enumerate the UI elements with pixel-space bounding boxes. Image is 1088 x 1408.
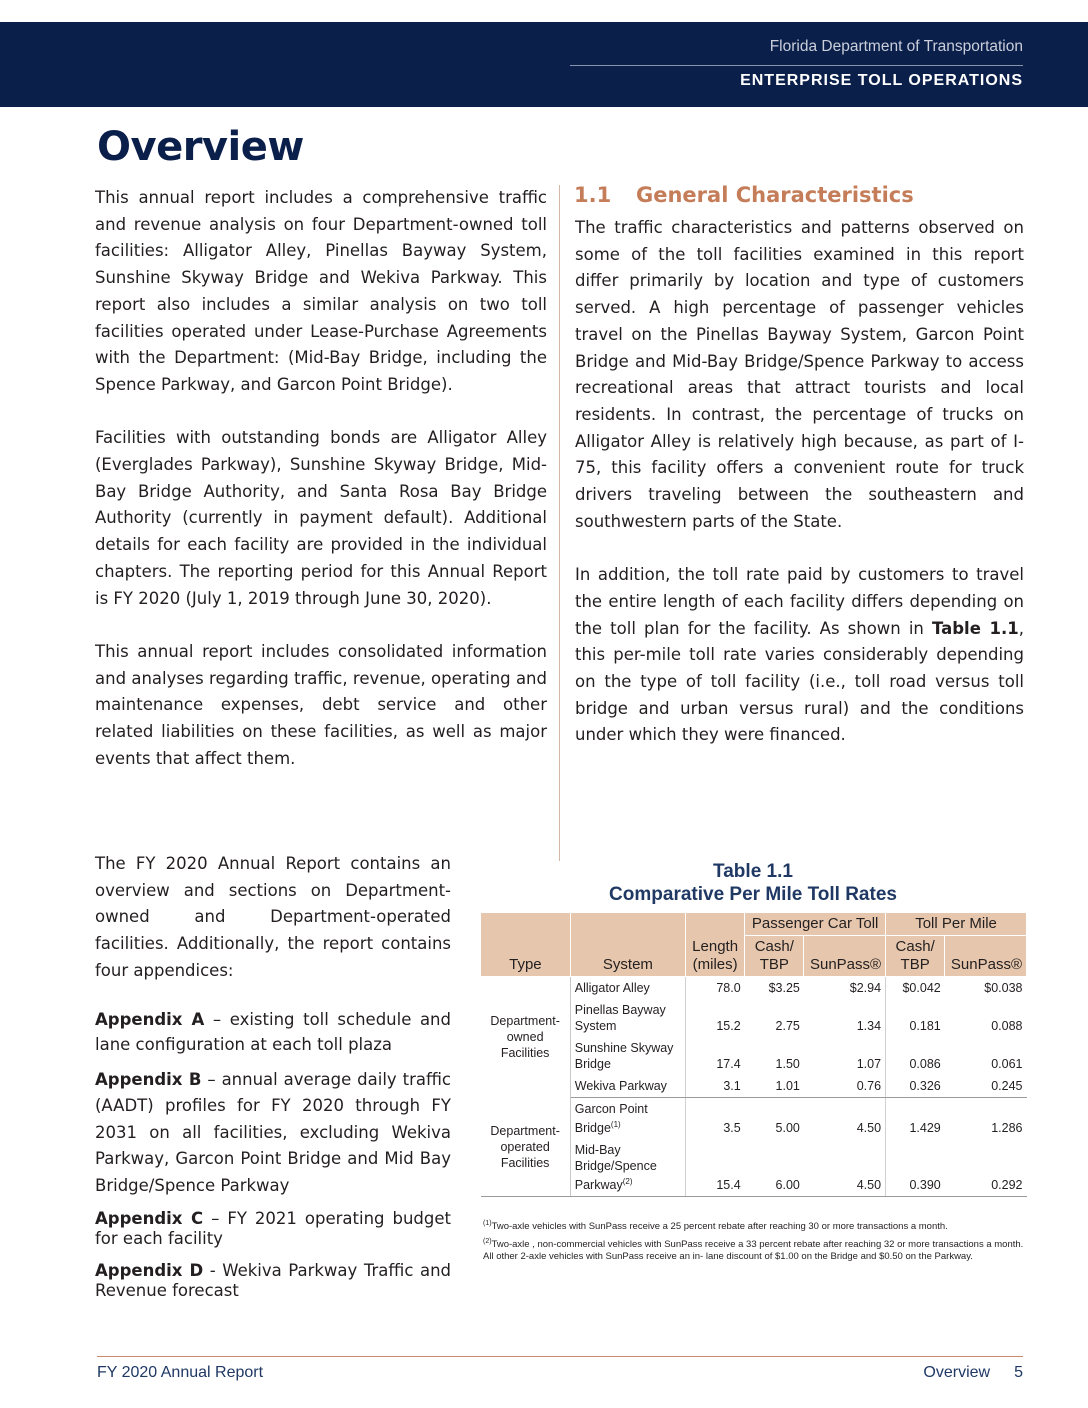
- sunpass-cell: 0.76: [804, 1075, 886, 1098]
- group-header-passenger: Passenger Car Toll: [745, 913, 886, 936]
- footnote-2-mark: (2): [483, 1237, 492, 1245]
- section-heading: [574, 183, 914, 207]
- sunpass-cell: 4.50: [804, 1139, 886, 1197]
- header-banner: [0, 22, 1088, 107]
- appendix-b: [95, 1067, 451, 1200]
- table-title: [480, 860, 1026, 906]
- footnote-mark: (1): [610, 1120, 621, 1129]
- col-header-length: Length (miles): [686, 913, 745, 977]
- cash-mile-cell: 0.181: [909, 1019, 941, 1033]
- cash-cell: 1.01: [745, 1075, 804, 1098]
- intro-paragraph: This annual report includes a comprehensive traffic and revenue analysis on four Department-owned toll facilities: Alligator Alley, Pinellas Bayway System, Sunshine Skyway Bridge and Wekiva Parkway. This report also includes a similar analysis on two toll facilities operated under Lease-Purchase Agreements with the Department: (Mid-Bay Bridge, including the Spence Parkway, and Garcon Point Bridge).: [95, 188, 547, 394]
- system-cell: [570, 1098, 685, 1140]
- appendix-d: [95, 1261, 451, 1301]
- sunpass-cell: 1.34: [804, 999, 886, 1037]
- table-reference-link[interactable]: Table 1.1: [931, 618, 1019, 638]
- appendix-d-label: Appendix D: [95, 1261, 204, 1281]
- footnote-1-text: Two-axle vehicles with SunPass receive a 25 percent rebate after reaching 30 or more transactions a month.: [491, 1221, 948, 1233]
- appendix-c-text: – FY 2021 operating budget for each facility: [95, 1209, 451, 1249]
- footnote-2-text: Two-axle , non-commercial vehicles with SunPass receive a 33 percent rebate after reaching 32 or more transactions a month. All other 2-axle vehicles with SunPass receive an in- lane discount of $1.00 on the Bridge and $0.50 on the Parkway.: [483, 1238, 1024, 1263]
- col-header-sunpass-mile: SunPass®: [945, 936, 1027, 977]
- sunpass-cell: $2.94: [804, 977, 886, 1000]
- table-group-header-row: [481, 913, 1027, 936]
- table-number: Table 1.1: [713, 861, 793, 882]
- table-row: [481, 1098, 1027, 1140]
- footer-section: [923, 1364, 1023, 1382]
- footnote-1: [483, 1218, 1028, 1234]
- cash-cell: 6.00: [745, 1139, 804, 1197]
- left-column-bottom: [95, 851, 451, 1328]
- length-cell: 78.0: [686, 977, 745, 1000]
- toll-rate-text-1: In addition, the toll rate paid by customers to travel the entire length of each facility differs depending on the toll plan for the facility. As shown in: [575, 565, 1024, 638]
- cash-cell: 5.00: [775, 1121, 800, 1136]
- system-cell: [570, 1139, 685, 1197]
- consolidated-paragraph: This annual report includes consolidated information and analyses regarding traffic, revenue, operating and maintenance expenses, debt service and other related liabilities on these facilities, as well as major events that affect them.: [95, 641, 547, 768]
- toll-rate-paragraph: [575, 562, 1024, 749]
- cash-cell: $3.25: [745, 977, 804, 1000]
- footnote-2: [483, 1236, 1028, 1264]
- appendix-a: [95, 1007, 451, 1057]
- sunpass-mile-cell: $0.038: [945, 977, 1027, 1000]
- cash-cell: 1.50: [775, 1057, 800, 1071]
- sunpass-mile-cell: 1.286: [991, 1121, 1023, 1136]
- appendices-intro-paragraph: The FY 2020 Annual Report contains an overview and sections on Department-owned and Department-operated facilities. Additionally, the report contains four appendices:: [95, 854, 451, 980]
- col-header-type: Type: [481, 913, 571, 977]
- appendix-d-text: - Wekiva Parkway Traffic and Revenue forecast: [95, 1261, 451, 1301]
- type-cell-operated: Department-operated Facilities: [481, 1098, 571, 1197]
- length-cell: 15.2: [716, 1019, 741, 1033]
- length-cell: 17.4: [716, 1057, 741, 1071]
- sunpass-mile-cell: 0.061: [991, 1057, 1023, 1071]
- col-header-cash-mile: Cash/ TBP: [886, 936, 945, 977]
- footnote-1-mark: (1): [483, 1220, 492, 1227]
- appendix-c: [95, 1209, 451, 1249]
- col-header-system: System: [570, 913, 685, 977]
- length-cell: 3.5: [723, 1121, 741, 1136]
- toll-rate-text-2: , this per-mile toll rate varies considerably depending on the type of toll facility (i.e., toll road versus toll bridge and urban versus rural) and the conditions under which they were financed.: [575, 618, 1024, 745]
- bonds-paragraph: Facilities with outstanding bonds are Alligator Alley (Everglades Parkway), Sunshine Skyway Bridge, Mid-Bay Bridge Authority, and Santa Rosa Bay Bridge Authority (currently in payment default). Additional details for each facility are provided in the individual chapters. The reporting period for this Annual Report is FY 2020 (July 1, 2019 through June 30, 2020).: [95, 428, 547, 608]
- type-cell-owned: Department-owned Facilities: [481, 977, 571, 1098]
- sunpass-mile-cell: 0.245: [945, 1075, 1027, 1098]
- system-cell: Sunshine Skyway Bridge: [570, 1037, 685, 1075]
- cash-cell: 2.75: [775, 1019, 800, 1033]
- sunpass-cell: 4.50: [804, 1098, 886, 1140]
- col-header-cash: Cash/ TBP: [745, 936, 804, 977]
- appendix-a-text: – existing toll schedule and lane configuration at each toll plaza: [95, 1009, 451, 1054]
- appendix-a-label: Appendix A: [95, 1009, 205, 1029]
- sunpass-mile-cell: 0.088: [991, 1019, 1023, 1033]
- footnote-mark: (2): [622, 1177, 633, 1187]
- footer-report-name: FY 2020 Annual Report: [97, 1364, 264, 1381]
- length-cell: 15.4: [686, 1139, 745, 1197]
- cash-mile-cell: 0.326: [886, 1075, 945, 1098]
- right-column: [575, 215, 1024, 776]
- characteristics-paragraph: The traffic characteristics and patterns observed on some of the toll facilities examined in this report differ primarily by location and type of customers served. A high percentage of passenger vehicles travel on the Pinellas Bayway System, Garcon Point Bridge and Mid-Bay Bridge/Spence Parkway to access recreational areas that attract tourists and local residents. In contrast, the percentage of trucks on Alligator Alley is relatively high because, as part of I-75, this facility offers a convenient route for truck drivers traveling between the southeastern and southwestern parts of the State.: [575, 218, 1024, 531]
- page-number: 5: [1014, 1364, 1023, 1381]
- appendix-b-label: Appendix B: [95, 1069, 202, 1089]
- group-header-per-mile: Toll Per Mile: [886, 913, 1027, 936]
- cash-mile-cell: $0.042: [886, 977, 945, 1000]
- system-cell: Alligator Alley: [570, 977, 685, 1000]
- cash-mile-cell: 0.390: [886, 1139, 945, 1197]
- col-header-sunpass: SunPass®: [804, 936, 886, 977]
- cash-mile-cell: 1.429: [909, 1121, 941, 1136]
- header-department: ENTERPRISE TOLL OPERATIONS: [740, 72, 1023, 89]
- page-title: Overview: [97, 124, 304, 170]
- length-cell: 3.1: [686, 1075, 745, 1098]
- table-footnotes: [483, 1218, 1028, 1264]
- appendix-c-label: Appendix C: [95, 1209, 204, 1229]
- system-name: Garcon Point Bridge: [574, 1102, 648, 1136]
- table-caption: Comparative Per Mile Toll Rates: [609, 884, 897, 905]
- left-column-top: [95, 185, 547, 799]
- header-organization: Florida Department of Transportation: [769, 38, 1023, 55]
- footer-section-name: Overview: [923, 1364, 991, 1381]
- system-cell: Pinellas Bayway System: [570, 999, 685, 1037]
- sunpass-mile-cell: 0.292: [945, 1139, 1027, 1197]
- toll-rates-table: [480, 912, 1027, 1197]
- sunpass-cell: 1.07: [804, 1037, 886, 1075]
- cash-mile-cell: 0.086: [909, 1057, 941, 1071]
- column-divider: [559, 185, 560, 861]
- header-divider: [570, 65, 1023, 66]
- section-title: General Characteristics: [636, 183, 914, 207]
- system-name: Mid-Bay Bridge/Spence Parkway: [574, 1143, 657, 1193]
- footer-divider: [97, 1356, 1023, 1357]
- table-row: [481, 977, 1027, 1000]
- appendix-b-text: – annual average daily traffic (AADT) profiles for FY 2020 through FY 2031 on all facilities, excluding Wekiva Parkway, Garcon Point Bridge and Mid Bay Bridge/Spence Parkway: [95, 1069, 451, 1195]
- system-cell: Wekiva Parkway: [570, 1075, 685, 1098]
- section-number: 1.1: [574, 183, 612, 207]
